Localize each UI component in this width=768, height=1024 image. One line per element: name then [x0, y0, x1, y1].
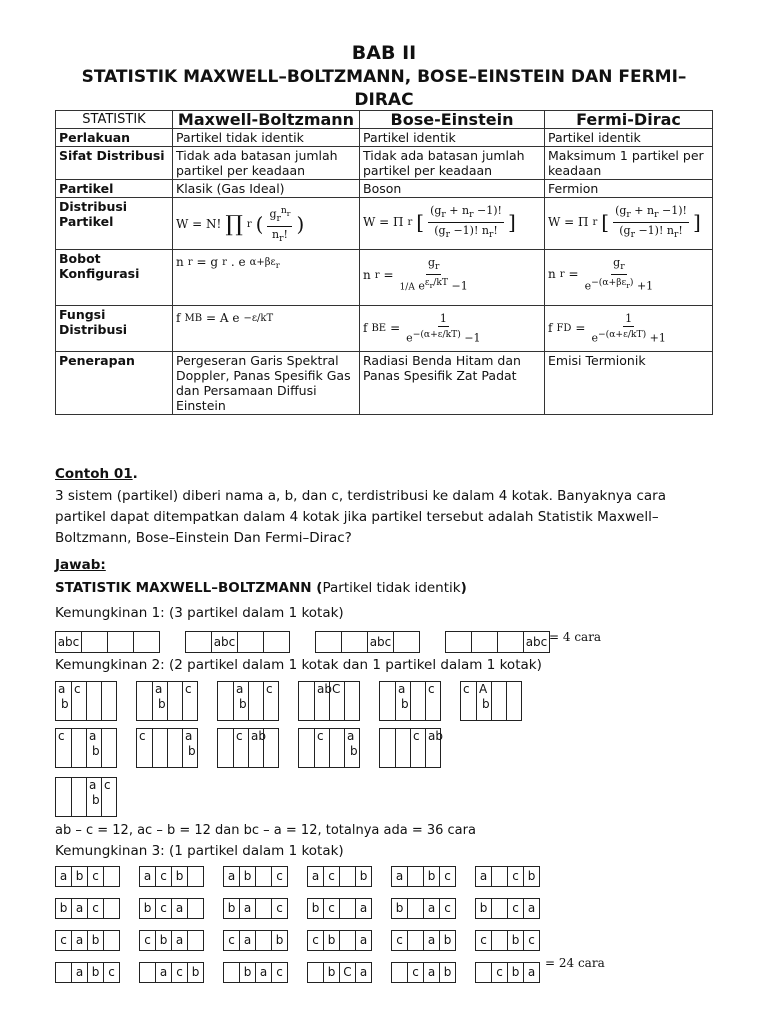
box-cell	[167, 729, 182, 767]
distribution-box	[307, 866, 372, 887]
distribution-box	[391, 866, 456, 887]
row-label: Partikel	[56, 180, 173, 198]
distribution-box	[475, 866, 540, 887]
example-text: 3 sistem (partikel) diberi nama a, b, dan c, terdistribusi ke dalam 4 kotak. Banyaknya cara partikel dapat ditempatkan dalam 4 kotak jika partikel tersebut adalah Statistik Maxwell–Boltzmann, Bose–Einstein Dan Fermi–Dirac?	[55, 488, 666, 546]
box-cell: c	[155, 899, 171, 918]
box-cell	[299, 729, 314, 767]
box-cell: b	[171, 867, 187, 886]
box-cell: a b	[182, 729, 197, 767]
box-cell: a b	[395, 682, 410, 720]
box-cell	[137, 682, 152, 720]
row-label: Bobot Konfigurasi	[56, 250, 173, 306]
box-cell: b	[323, 931, 339, 950]
distribution-box	[307, 962, 372, 983]
box-cell	[248, 682, 263, 720]
box-cell: a	[255, 963, 271, 982]
box-cell: c	[87, 899, 103, 918]
box-cell: a	[523, 899, 539, 918]
distribution-box	[223, 866, 288, 887]
table-row	[56, 250, 713, 306]
box-cell: b	[439, 963, 455, 982]
box-cell	[392, 963, 407, 982]
box-cell: c	[407, 963, 423, 982]
box-cell	[218, 729, 233, 767]
box-cell	[103, 867, 119, 886]
box-cell	[167, 682, 182, 720]
distribution-box	[391, 930, 456, 951]
distribution-box	[217, 728, 279, 768]
box-cell	[308, 963, 323, 982]
distribution-box	[55, 681, 117, 721]
possibility-2-result: ab – c = 12, ac – b = 12 dan bc – a = 12, totalnya ada = 36 cara	[55, 823, 476, 838]
k2-box-row	[55, 681, 522, 721]
box-cell: c	[71, 682, 86, 720]
k3-box-row	[55, 962, 540, 983]
box-cell	[56, 778, 71, 816]
box-cell	[255, 899, 271, 918]
box-cell: b	[507, 963, 523, 982]
distribution-box	[136, 681, 198, 721]
box-cell: c	[439, 899, 455, 918]
box-cell: abc	[523, 632, 549, 652]
table-header-row	[56, 111, 713, 129]
formula-be-weight: n r = $\frac{g_r}{1/A e^{\varepsilon_r/kT} -1}$	[360, 250, 545, 306]
box-cell	[407, 931, 423, 950]
box-cell	[497, 632, 523, 652]
box-cell: a	[523, 963, 539, 982]
distribution-box	[445, 631, 550, 653]
box-cell: ab	[314, 682, 329, 720]
box-cell: c	[314, 729, 329, 767]
box-cell: c	[271, 899, 287, 918]
box-cell	[152, 729, 167, 767]
box-cell: a	[155, 963, 171, 982]
box-cell: b	[155, 931, 171, 950]
box-cell: b	[239, 963, 255, 982]
box-cell	[316, 632, 341, 652]
distribution-box	[391, 962, 456, 983]
distribution-box	[475, 930, 540, 951]
box-cell: a	[171, 931, 187, 950]
box-cell: b	[439, 931, 455, 950]
box-cell	[476, 963, 491, 982]
table-cell: Pergeseran Garis Spektral Doppler, Panas Spesifik Gas dan Persamaan Diffusi Einstein	[173, 352, 360, 415]
box-cell	[140, 963, 155, 982]
box-cell	[187, 867, 203, 886]
row-label: Sifat Distribusi	[56, 147, 173, 180]
box-cell: c	[480, 933, 487, 947]
box-cell: b	[227, 901, 236, 915]
formula-mb-function: f MB = A e −ε/kT	[173, 306, 360, 352]
box-cell: a	[171, 899, 187, 918]
box-cell	[339, 931, 355, 950]
box-cell: a b	[152, 682, 167, 720]
table-row	[56, 147, 713, 180]
box-cell: c	[171, 963, 187, 982]
k3-box-row	[55, 898, 540, 919]
box-cell: b	[87, 963, 103, 982]
box-cell	[71, 778, 86, 816]
box-cell: c	[425, 682, 440, 720]
box-cell: a b	[58, 682, 69, 711]
box-cell: b	[355, 867, 371, 886]
box-cell	[506, 682, 521, 720]
box-cell	[86, 682, 101, 720]
distribution-box	[298, 681, 360, 721]
table-row	[56, 352, 713, 415]
k3-box-row	[55, 866, 540, 887]
box-cell	[103, 899, 119, 918]
distribution-box	[223, 962, 288, 983]
k2-box-row	[55, 728, 441, 768]
distribution-box	[139, 898, 204, 919]
box-cell: b	[423, 867, 439, 886]
box-cell: ab	[248, 729, 263, 767]
box-cell	[71, 729, 86, 767]
box-cell: c	[155, 867, 171, 886]
box-cell: c	[139, 729, 146, 743]
table-row	[56, 198, 713, 250]
k1-box-row	[55, 631, 550, 653]
box-cell: a	[143, 869, 152, 883]
box-cell	[263, 729, 278, 767]
table-cell: Emisi Termionik	[545, 352, 713, 415]
table-cell: Radiasi Benda Hitam dan Panas Spesifik Zat Padat	[360, 352, 545, 415]
box-cell: a	[355, 963, 371, 982]
box-cell: b	[323, 963, 339, 982]
box-cell	[341, 632, 367, 652]
box-cell	[263, 632, 289, 652]
box-cell: c	[323, 899, 339, 918]
possibility-3-label: Kemungkinan 3: (1 partikel dalam 1 kotak)	[55, 843, 344, 859]
k3-box-row	[55, 930, 540, 951]
box-cell: b	[187, 963, 203, 982]
distribution-box	[55, 777, 117, 817]
box-cell	[491, 867, 507, 886]
distribution-box	[307, 898, 372, 919]
box-cell	[380, 682, 395, 720]
distribution-box	[55, 962, 120, 983]
box-cell: a b	[86, 778, 101, 816]
distribution-box	[391, 898, 456, 919]
box-cell: C	[329, 682, 344, 720]
table-cell: Partikel tidak identik	[173, 129, 360, 147]
box-cell: c	[60, 933, 67, 947]
box-cell	[56, 963, 71, 982]
distribution-box	[139, 962, 204, 983]
box-cell	[491, 899, 507, 918]
box-cell: c	[271, 867, 287, 886]
box-cell: c	[87, 867, 103, 886]
distribution-box	[139, 930, 204, 951]
table-cell: Boson	[360, 180, 545, 198]
box-cell	[81, 632, 107, 652]
box-cell: b	[271, 931, 287, 950]
distribution-box	[223, 930, 288, 951]
k3-result: = 24 cara	[545, 956, 605, 970]
box-cell	[446, 632, 471, 652]
table-cell: Klasik (Gas Ideal)	[173, 180, 360, 198]
box-cell: b	[523, 867, 539, 886]
box-cell	[407, 899, 423, 918]
distribution-box	[55, 728, 117, 768]
box-cell: a	[423, 899, 439, 918]
distribution-box	[217, 681, 279, 721]
box-cell: b	[59, 901, 68, 915]
distribution-box	[307, 930, 372, 951]
chapter-title: BAB II	[351, 42, 417, 64]
possibility-2-label: Kemungkinan 2: (2 partikel dalam 1 kotak dan 1 partikel dalam 1 kotak)	[55, 657, 542, 673]
table-cell: Partikel identik	[360, 129, 545, 147]
box-cell	[237, 632, 263, 652]
box-cell	[393, 632, 419, 652]
box-cell	[339, 867, 355, 886]
box-cell	[491, 931, 507, 950]
box-cell: b	[507, 931, 523, 950]
box-cell: c	[101, 778, 116, 816]
distribution-box	[475, 962, 540, 983]
box-cell: c	[271, 963, 287, 982]
formula-fd-weight: n r = $\frac{g_r}{e^{-(\alpha+\beta\varepsilon_r)} +1}$	[545, 250, 713, 306]
box-cell: a	[71, 899, 87, 918]
box-cell: c	[507, 867, 523, 886]
formula-mb-weight: n r = g r . e $\alpha+\beta\varepsilon_r$	[173, 250, 360, 306]
distribution-box	[139, 866, 204, 887]
box-cell	[344, 682, 359, 720]
distribution-box	[136, 728, 198, 768]
box-cell: c	[233, 729, 248, 767]
table-cell: Tidak ada batasan jumlah partikel per keadaan	[360, 147, 545, 180]
box-cell: c	[103, 963, 119, 982]
distribution-box	[55, 631, 160, 653]
box-cell: c	[463, 682, 470, 696]
box-cell: A b	[476, 682, 491, 720]
row-label: Perlakuan	[56, 129, 173, 147]
box-cell: a	[239, 931, 255, 950]
k3-box-grid	[55, 866, 540, 994]
box-cell	[491, 682, 506, 720]
k1-result: = 4 cara	[549, 630, 602, 644]
box-cell	[329, 729, 344, 767]
box-cell: a b	[233, 682, 248, 720]
box-cell: a	[311, 869, 320, 883]
box-cell: b	[143, 901, 152, 915]
col-header-statistik: STATISTIK	[56, 111, 173, 129]
box-cell: abc	[367, 632, 393, 652]
box-cell	[187, 931, 203, 950]
box-cell	[101, 729, 116, 767]
box-cell: abc	[211, 632, 237, 652]
box-cell: a b	[86, 729, 101, 767]
formula-be-function: f BE = $\frac{1}{e^{-(\alpha+\varepsilon/kT)} -1}$	[360, 306, 545, 352]
table-cell: Fermion	[545, 180, 713, 198]
box-cell	[380, 729, 395, 767]
table-cell: Tidak ada batasan jumlah partikel per keadaan	[173, 147, 360, 180]
box-cell: c	[323, 867, 339, 886]
col-header-be: Bose-Einstein	[360, 111, 545, 129]
table-row	[56, 306, 713, 352]
box-cell	[107, 632, 133, 652]
box-cell: c	[507, 899, 523, 918]
box-cell	[101, 682, 116, 720]
box-cell	[187, 899, 203, 918]
box-cell: ab	[425, 729, 440, 767]
box-cell: b	[239, 867, 255, 886]
box-cell: a	[355, 931, 371, 950]
k2-box-row	[55, 777, 117, 817]
box-cell: a	[355, 899, 371, 918]
box-cell: a	[395, 869, 404, 883]
box-cell: a	[479, 869, 488, 883]
box-cell: c	[312, 933, 319, 947]
box-cell	[218, 682, 233, 720]
box-cell: c	[263, 682, 278, 720]
col-header-fd: Fermi-Dirac	[545, 111, 713, 129]
box-cell: c	[58, 729, 65, 743]
box-cell: c	[396, 933, 403, 947]
box-cell	[407, 867, 423, 886]
box-cell: c	[228, 933, 235, 947]
row-label: Fungsi Distribusi	[56, 306, 173, 352]
box-cell: b	[87, 931, 103, 950]
box-cell: c	[144, 933, 151, 947]
box-cell: b	[71, 867, 87, 886]
distribution-box	[55, 930, 120, 951]
box-cell	[224, 963, 239, 982]
box-cell	[186, 632, 211, 652]
box-cell	[255, 931, 271, 950]
box-cell: abc	[57, 635, 80, 649]
distribution-box	[55, 866, 120, 887]
formula-fd-distribution: W = Π r [ $\frac{(g_r + n_r -1)!}{(g_r -1)! n_r!}$ ]	[545, 198, 713, 250]
row-label: Distribusi Partikel	[56, 198, 173, 250]
box-cell	[133, 632, 159, 652]
distribution-box	[223, 898, 288, 919]
distribution-box	[475, 898, 540, 919]
box-cell: a	[239, 899, 255, 918]
box-cell: c	[182, 682, 197, 720]
box-cell	[299, 682, 314, 720]
formula-mb-distribution: W = N! ∏ r ( $\frac{g_r^{n_r}}{n_r!}$ )	[173, 198, 360, 250]
box-cell: a	[71, 931, 87, 950]
box-cell	[395, 729, 410, 767]
box-cell: b	[479, 901, 488, 915]
box-cell: a b	[344, 729, 359, 767]
statistics-comparison-table	[55, 110, 713, 415]
box-cell	[255, 867, 271, 886]
chapter-subtitle: STATISTIK MAXWELL–BOLTZMANN, BOSE–EINSTEIN DAN FERMI–DIRAC	[81, 67, 687, 110]
box-cell: a	[59, 869, 68, 883]
example-heading: Contoh 01.	[55, 466, 138, 482]
box-cell: a	[227, 869, 236, 883]
row-label: Penerapan	[56, 352, 173, 415]
box-cell: a	[423, 931, 439, 950]
box-cell: C	[339, 963, 355, 982]
table-row	[56, 180, 713, 198]
distribution-box	[379, 728, 441, 768]
formula-fd-function: f FD = $\frac{1}{e^{-(\alpha+\varepsilon/kT)} +1}$	[545, 306, 713, 352]
mb-heading: STATISTIK MAXWELL–BOLTZMANN (Partikel tidak identik)	[55, 580, 467, 596]
box-cell: c	[439, 867, 455, 886]
distribution-box	[315, 631, 420, 653]
distribution-box	[379, 681, 441, 721]
table-cell: Partikel identik	[545, 129, 713, 147]
box-cell	[410, 682, 425, 720]
distribution-box	[460, 681, 522, 721]
table-row	[56, 129, 713, 147]
box-cell	[471, 632, 497, 652]
formula-be-distribution: W = Π r [ $\frac{(g_r + n_r -1)!}{(g_r -1)! n_r!}$ ]	[360, 198, 545, 250]
box-cell	[103, 931, 119, 950]
table-cell: Maksimum 1 partikel per keadaan	[545, 147, 713, 180]
distribution-box	[55, 898, 120, 919]
box-cell: a	[423, 963, 439, 982]
box-cell: b	[395, 901, 404, 915]
box-cell: a	[71, 963, 87, 982]
box-cell: c	[523, 931, 539, 950]
box-cell	[339, 899, 355, 918]
distribution-box	[298, 728, 360, 768]
box-cell: c	[491, 963, 507, 982]
answer-label: Jawab:	[55, 557, 106, 573]
box-cell: c	[410, 729, 425, 767]
col-header-mb: Maxwell-Boltzmann	[173, 111, 360, 129]
possibility-1-label: Kemungkinan 1: (3 partikel dalam 1 kotak)	[55, 605, 344, 621]
distribution-box	[185, 631, 290, 653]
box-cell: b	[311, 901, 320, 915]
